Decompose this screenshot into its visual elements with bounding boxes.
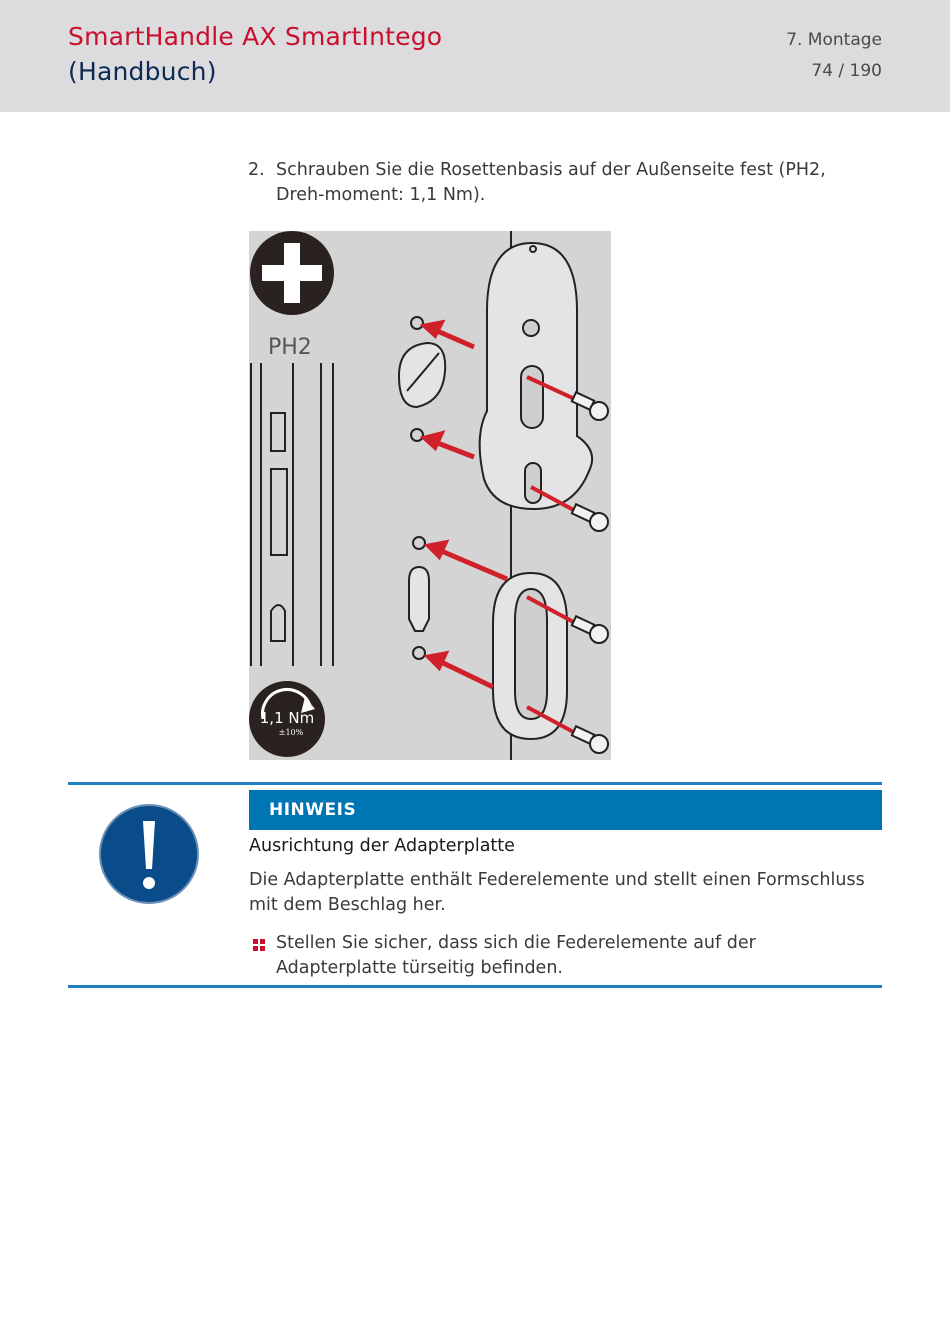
- bullet-square-icon: [253, 936, 265, 948]
- document-title: SmartHandle AX SmartIntego: [68, 22, 443, 51]
- torque-icon: [249, 681, 325, 757]
- document-subtitle: (Handbuch): [68, 57, 217, 86]
- phillips-bit-icon: [250, 231, 334, 315]
- mounting-illustration: [249, 231, 611, 760]
- notice-heading: Ausrichtung der Adapterplatte: [249, 836, 515, 856]
- bit-size-label: PH2: [268, 335, 312, 360]
- page-number: 74 / 190: [811, 61, 882, 81]
- chapter-label: 7. Montage: [786, 30, 882, 50]
- step-text: Schrauben Sie die Rosettenbasis auf der Außenseite fest (PH2, Dreh-moment: 1,1 Nm).: [276, 160, 826, 205]
- rosette-base-plate: [480, 243, 592, 509]
- step-number: 2.: [248, 160, 265, 180]
- torque-value: 1,1 Nm: [259, 709, 315, 727]
- page-header: [0, 0, 950, 112]
- torque-tolerance: ±10%: [278, 728, 304, 737]
- cylinder-outline: [409, 567, 429, 631]
- notice-banner: HINWEIS: [249, 790, 882, 830]
- notice-rule-bottom: [68, 985, 882, 988]
- notice-rule-top: [68, 782, 882, 785]
- exclamation-icon: [98, 803, 200, 905]
- notice-body: Die Adapterplatte enthält Federelemente und stellt einen Formschluss mit dem Beschlag her.: [249, 870, 865, 915]
- notice-bullet: Stellen Sie sicher, dass sich die Federelemente auf der Adapterplatte türseitig befinden.: [276, 933, 756, 978]
